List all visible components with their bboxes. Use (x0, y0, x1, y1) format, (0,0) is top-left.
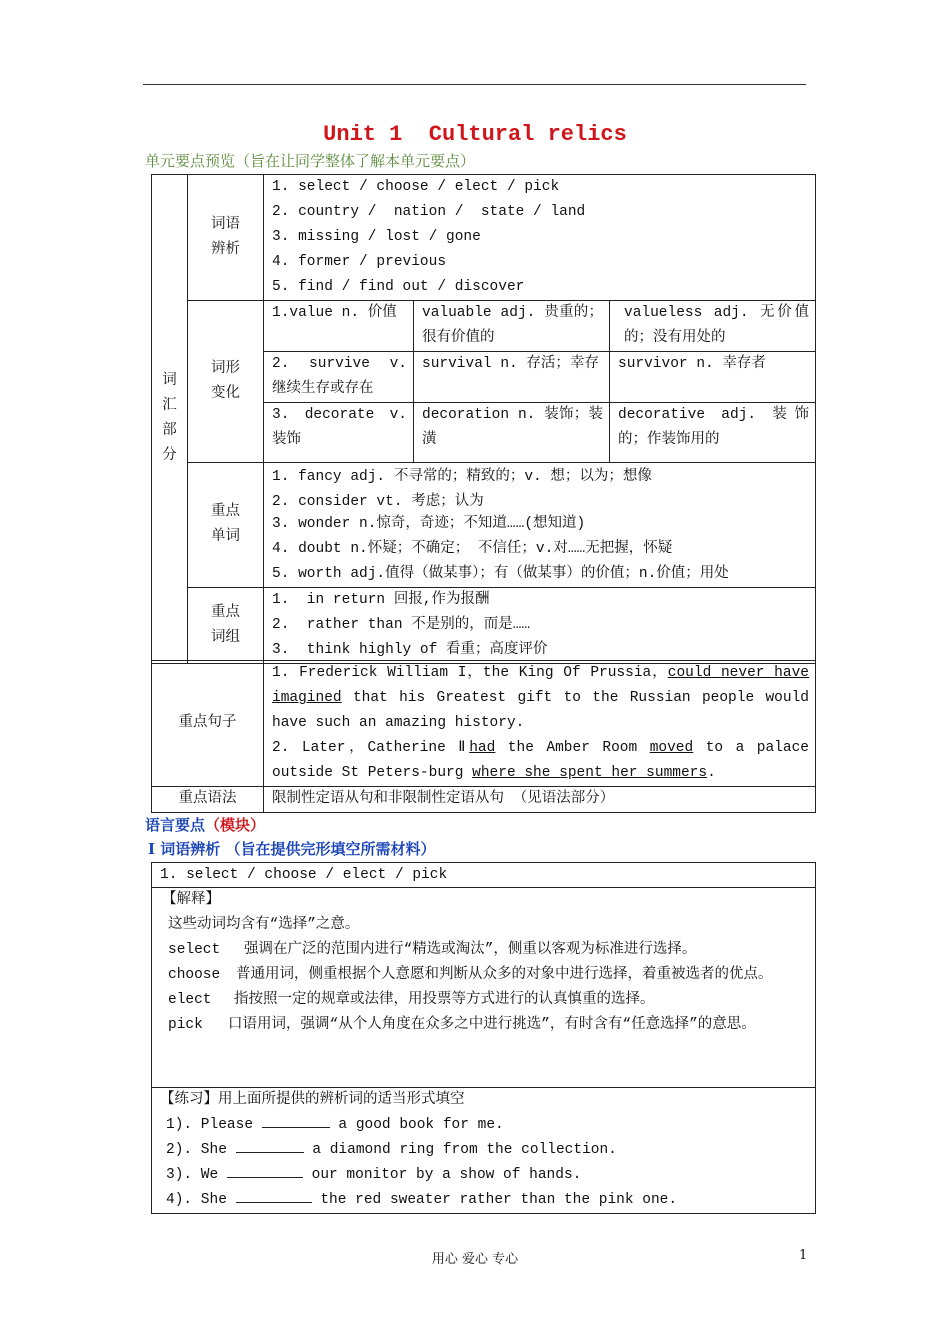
list-item: 3. think highly of 看重；高度评价 (272, 642, 548, 658)
section1-heading: Ⅰ 词语辨析 （旨在提供完形填空所需材料） (148, 840, 436, 858)
list-item: 1. select / choose / elect / pick (272, 179, 560, 195)
word-forms-label: 词形 变化 (188, 301, 264, 463)
list-item: 4. doubt n.怀疑；不确定； 不信任；v.对……无把握，怀疑 (272, 541, 673, 557)
table-cell: 2. survive v. 继续生存或存在 (264, 352, 414, 403)
sentence-2: 2. Later，Catherine Ⅱhad the Amber Room moved to a palace outside St Peters-burg where she spent her summers. (272, 740, 809, 781)
key-words-list (264, 463, 816, 588)
page-number: 1 (799, 1248, 808, 1263)
item-title: 1. select / choose / elect / pick (152, 863, 816, 888)
header-rule (143, 84, 806, 85)
table-cell: decorative adj. 装饰的；作装饰用的 (610, 403, 816, 463)
page-title: Unit 1 Cultural relics (323, 122, 627, 147)
key-phrases-label: 重点 词组 (188, 588, 264, 664)
key-phrases-list (264, 588, 816, 664)
exercise-item: 4). She the red sweater rather than the pink one. (166, 1188, 809, 1213)
definition-choose: choose 普通用词，侧重根据个人意愿和判断从众多的对象中进行选择，着重被选者的优点。 (168, 967, 773, 983)
table-cell: 3. decorate v. 装饰 (264, 403, 414, 463)
list-item: 3. wonder n.惊奇，奇迹；不知道……(想知道) (272, 516, 586, 532)
table-cell: decoration n. 装饰；装潢 (414, 403, 610, 463)
sentence-1: 1. Frederick William I，the King Of Prussia，could never have imagined that his Greatest gift to the Russian people would have such an amazing history. (272, 665, 809, 731)
footer-text: 用心 爱心 专心 (431, 1252, 519, 1267)
list-item: 1. in return 回报,作为报酬 (272, 592, 490, 608)
definition-pick: pick 口语用词，强调“从个人角度在众多之中进行挑选”，有时含有“任意选择”的意思。 (168, 1017, 756, 1033)
language-points-heading: 语言要点（模块） (145, 816, 266, 834)
key-sentences-label: 重点句子 (152, 661, 264, 787)
answer-blank[interactable] (236, 1188, 312, 1203)
table-cell: 1.value n. 价值 (264, 301, 414, 352)
sentences-table (151, 660, 816, 813)
grammar-label: 重点语法 (152, 787, 264, 813)
list-item: 5. worth adj.值得（做某事）；有（做某事）的价值；n.价值；用处 (272, 566, 729, 582)
key-sentences (264, 661, 816, 787)
list-item: 1. fancy adj. 不寻常的；精致的；v. 想；以为；想像 (272, 469, 652, 485)
table-cell: valuable adj. 贵重的；很有价值的 (414, 301, 610, 352)
grammar-text: 限制性定语从句和非限制性定语从句 （见语法部分） (264, 787, 816, 813)
practice-label: 【练习】用上面所提供的辨析词的适当形式填空 (160, 1092, 465, 1108)
list-item: 2. consider vt. 考虑；认为 (272, 494, 484, 510)
vocab-side-label: 词 汇 部 分 (152, 175, 188, 664)
exercise-item: 3). We our monitor by a show of hands. (166, 1163, 809, 1188)
preview-heading: 单元要点预览（旨在让同学整体了解本单元要点） (145, 152, 476, 170)
list-item: 4. former / previous (272, 254, 447, 270)
explain-label: 【解释】 (162, 892, 220, 908)
list-item: 2. rather than 不是别的，而是…… (272, 617, 531, 633)
explain-intro: 这些动词均含有“选择”之意。 (168, 917, 360, 933)
table-cell: survivor n. 幸存者 (610, 352, 816, 403)
answer-blank[interactable] (262, 1113, 330, 1128)
summary-table (151, 174, 816, 664)
list-item: 3. missing / lost / gone (272, 229, 481, 245)
list-item: 5. find / find out / discover (272, 279, 525, 295)
table-cell: survival n. 存活；幸存 (414, 352, 610, 403)
table-cell: valueless adj. 无价值的；没有用处的 (610, 301, 816, 352)
answer-blank[interactable] (236, 1138, 304, 1153)
practice (152, 1088, 816, 1214)
key-words-label: 重点 单词 (188, 463, 264, 588)
explanation (152, 888, 816, 1088)
definition-select: select 强调在广泛的范围内进行“精选或淘汰”，侧重以客观为标准进行选择。 (168, 942, 697, 958)
exercise-item: 1). Please a good book for me. (166, 1113, 809, 1138)
discrimination-label: 词语 辨析 (188, 175, 264, 301)
discrimination-list (264, 175, 816, 301)
discrimination-table (151, 862, 816, 1214)
answer-blank[interactable] (227, 1163, 303, 1178)
definition-elect: elect 指按照一定的规章或法律，用投票等方式进行的认真慎重的选择。 (168, 992, 655, 1008)
list-item: 2. country / nation / state / land (272, 204, 586, 220)
exercise-item: 2). She a diamond ring from the collection. (166, 1138, 809, 1163)
